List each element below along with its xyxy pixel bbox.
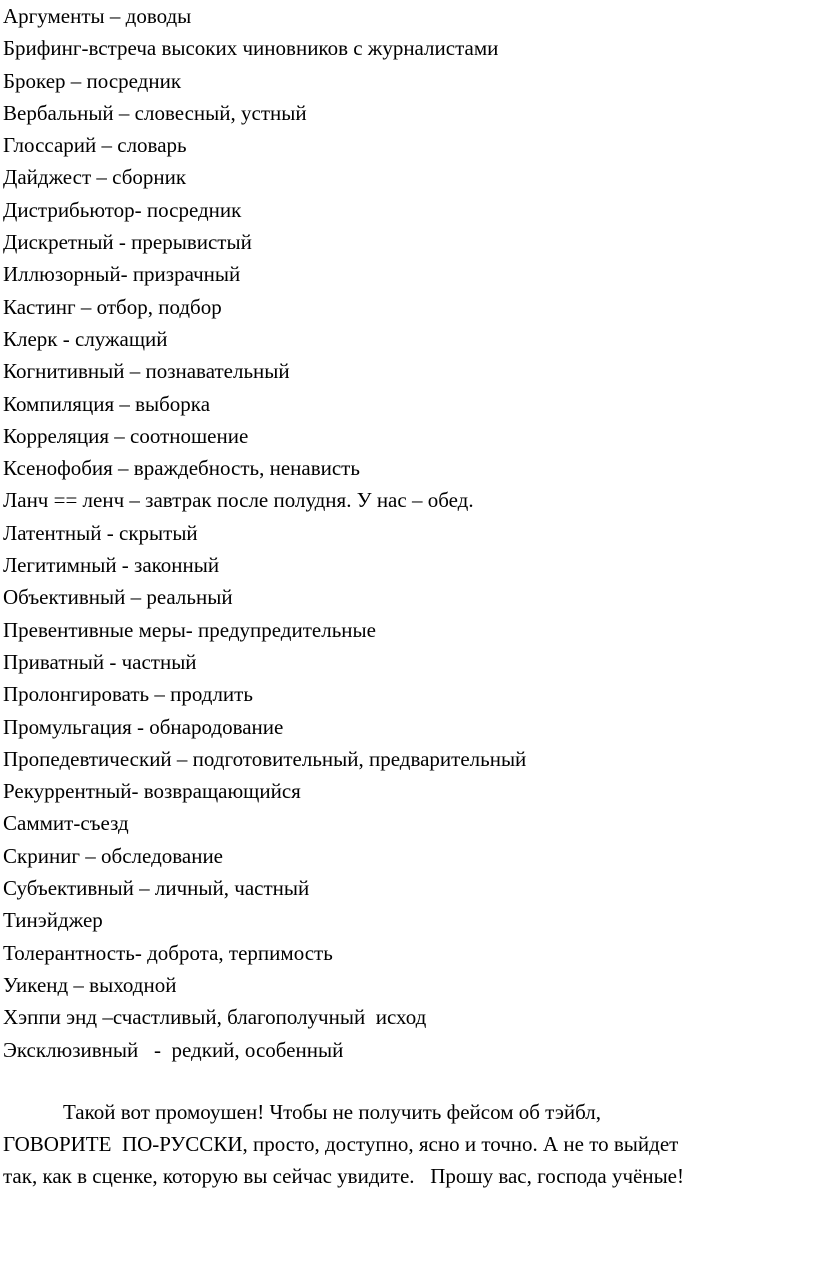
term-item: Когнитивный – познавательный <box>3 359 290 384</box>
closing-line-2: ГОВОРИТЕ ПО-РУССКИ, просто, доступно, ясно и точно. А не то выйдет <box>3 1132 679 1156</box>
term-item: Легитимный - законный <box>3 553 220 578</box>
term-item: Объективный – реальный <box>3 585 233 610</box>
term-item: Хэппи энд –счастливый, благополучный исход <box>3 1005 427 1030</box>
term-item: Тинэйджер <box>3 908 103 933</box>
term-item: Превентивные меры- предупредительные <box>3 617 376 642</box>
term-item: Брокер – посредник <box>3 68 182 93</box>
term-item: Субъективный – личный, частный <box>3 876 310 901</box>
closing-line-1: Такой вот промоушен! Чтобы не получить фейсом об тэйбл, <box>63 1100 602 1124</box>
closing-paragraph <box>3 1096 803 1192</box>
term-item: Эксклюзивный - редкий, особенный <box>3 1037 344 1062</box>
term-item: Приватный - частный <box>3 649 197 674</box>
term-item: Дистрибьютор- посредник <box>3 197 242 222</box>
term-item: Компиляция – выборка <box>3 391 211 416</box>
term-item: Пропедевтический – подготовительный, предварительный <box>3 746 527 771</box>
term-item: Аргументы – доводы <box>3 4 192 28</box>
term-item: Толерантность- доброта, терпимость <box>3 940 333 965</box>
term-list <box>3 0 526 1066</box>
term-item: Дайджест – сборник <box>3 165 187 190</box>
term-item: Корреляция – соотношение <box>3 423 249 448</box>
term-item: Брифинг-встреча высоких чиновников с журналистами <box>3 36 499 61</box>
term-item: Иллюзорный- призрачный <box>3 262 241 287</box>
term-item: Пролонгировать – продлить <box>3 682 253 707</box>
term-item: Саммит-съезд <box>3 811 129 836</box>
term-item: Глоссарий – словарь <box>3 133 187 158</box>
term-item: Вербальный – словесный, устный <box>3 100 307 125</box>
term-item: Латентный - скрытый <box>3 520 198 545</box>
term-item: Дискретный - прерывистый <box>3 230 252 255</box>
term-item: Ксенофобия – враждебность, ненависть <box>3 456 360 481</box>
term-item: Скриниг – обследование <box>3 843 224 868</box>
term-item: Уикенд – выходной <box>3 972 177 997</box>
term-item: Клерк - служащий <box>3 326 168 351</box>
term-item: Ланч == ленч – завтрак после полудня. У нас – обед. <box>3 488 474 513</box>
term-item: Рекуррентный- возвращающийся <box>3 779 301 804</box>
term-item: Промульгация - обнародование <box>3 714 284 739</box>
term-item: Кастинг – отбор, подбор <box>3 294 222 319</box>
closing-line-3: так, как в сценке, которую вы сейчас увидите. Прошу вас, господа учёные! <box>3 1164 684 1188</box>
